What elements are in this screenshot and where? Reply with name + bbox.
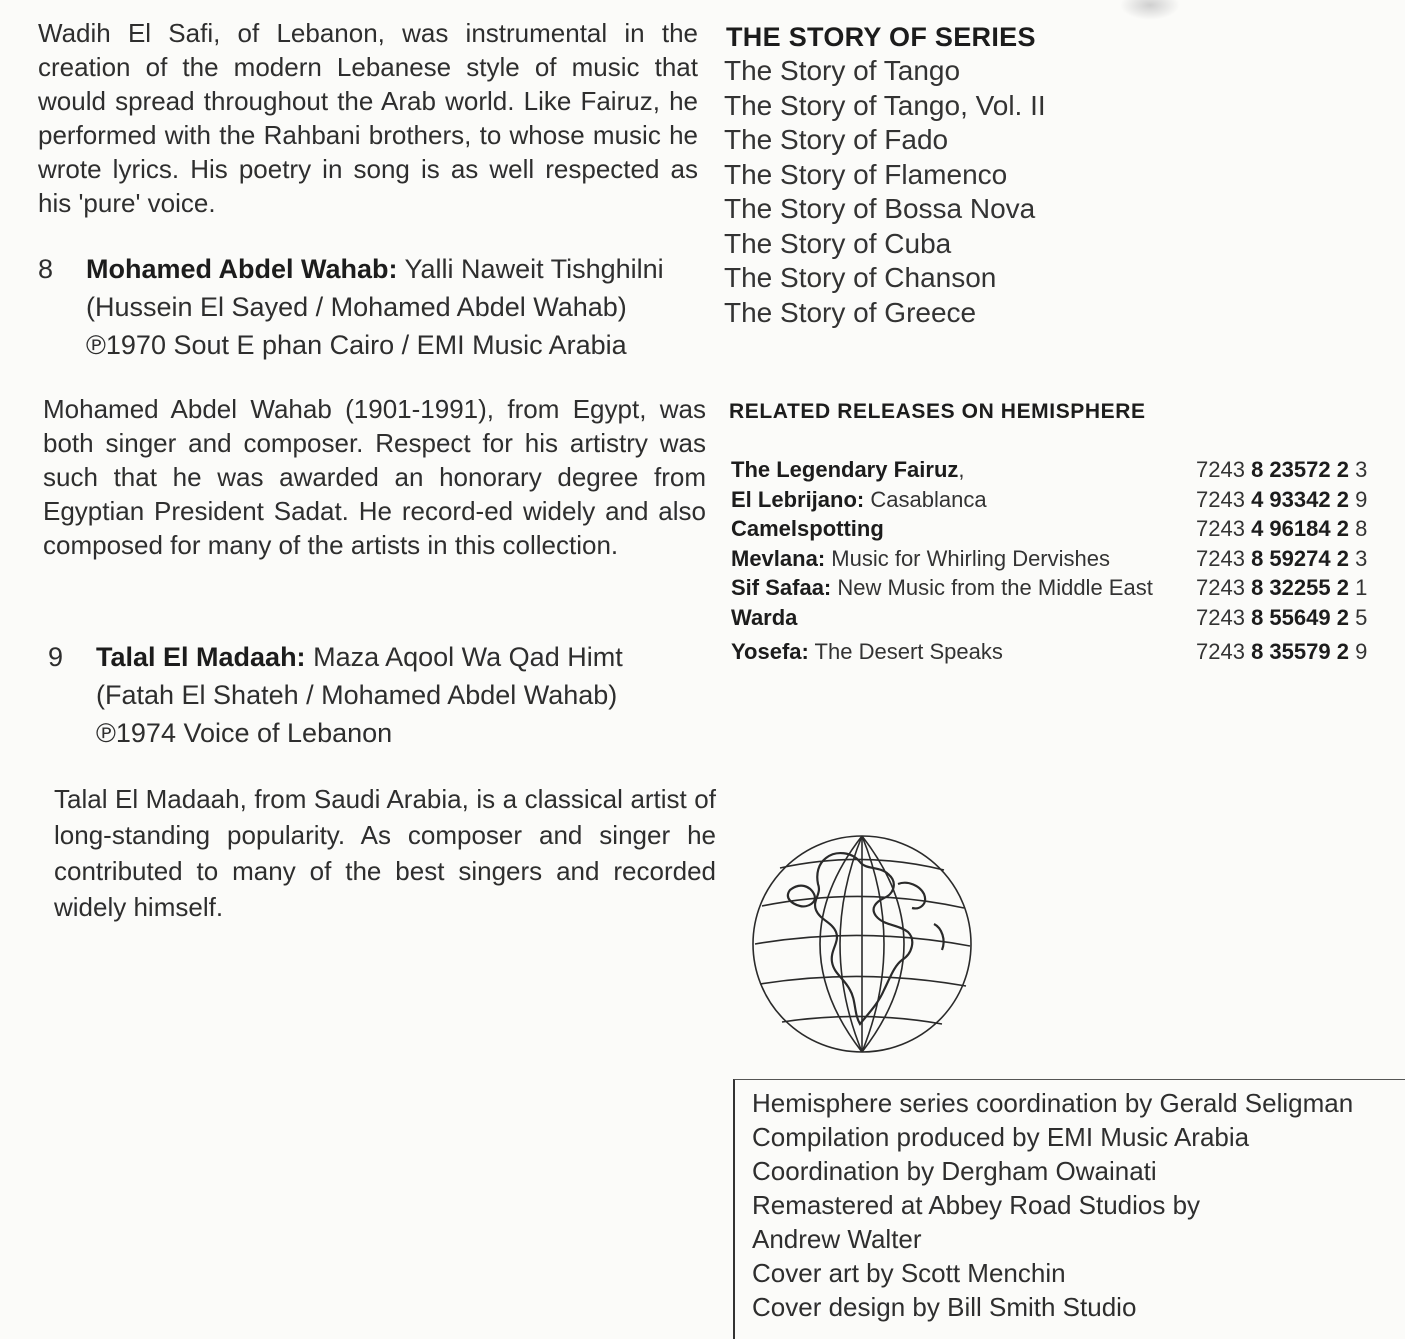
release-row bbox=[731, 455, 1399, 485]
release-subtitle: Casablanca bbox=[864, 486, 987, 512]
intro-paragraph: Wadih El Safi, of Lebanon, was instrumental in the creation of the modern Lebanese style of music that would spread throughout the Arab world. Like Fairuz, he performed with the Rahbani brothers, to whose music he wrote lyrics. His poetry in song is as well respected as his 'pure' voice. bbox=[38, 18, 698, 218]
credit-line: Andrew Walter bbox=[752, 1224, 922, 1254]
release-catalog-number: 7243 4 93342 2 9 bbox=[1196, 486, 1368, 512]
release-catalog-number: 7243 8 55649 2 5 bbox=[1196, 604, 1368, 630]
credit-line: Remastered at Abbey Road Studios by bbox=[752, 1190, 1201, 1220]
series-item: The Story of Bossa Nova bbox=[724, 193, 1036, 224]
release-row bbox=[731, 485, 1399, 515]
credit-line: Coordination by Dergham Owainati bbox=[752, 1156, 1157, 1186]
release-name: Sif Safaa: bbox=[731, 575, 832, 600]
release-subtitle: New Music from the Middle East bbox=[831, 575, 1153, 600]
series-item: The Story of Fado bbox=[724, 124, 949, 155]
track-writers: (Hussein El Sayed / Mohamed Abdel Wahab) bbox=[86, 292, 627, 322]
hemisphere-globe-icon bbox=[748, 828, 980, 1058]
series-item: The Story of Chanson bbox=[724, 262, 997, 293]
track-8 bbox=[38, 250, 718, 370]
track-title: Yalli Naweit Tishghilni bbox=[404, 254, 664, 284]
credit-line: Compilation produced by EMI Music Arabia bbox=[752, 1122, 1250, 1152]
release-name: Warda bbox=[731, 604, 798, 630]
track-copyright: ℗1974 Voice of Lebanon bbox=[96, 718, 393, 748]
release-name: Yosefa: bbox=[731, 639, 809, 664]
release-subtitle: Music for Whirling Dervishes bbox=[825, 545, 1110, 571]
credit-line: Cover design by Bill Smith Studio bbox=[752, 1292, 1137, 1322]
release-row bbox=[731, 637, 1399, 667]
series-item: The Story of Cuba bbox=[724, 227, 952, 259]
track-artist: Talal El Madaah: bbox=[96, 642, 306, 672]
release-catalog-number: 7243 4 96184 2 8 bbox=[1196, 516, 1368, 541]
release-catalog-number: 7243 8 35579 2 9 bbox=[1196, 639, 1368, 664]
series-item: The Story of Tango, Vol. II bbox=[724, 89, 1046, 121]
credits-box bbox=[733, 1079, 1405, 1339]
track-9 bbox=[48, 638, 728, 758]
related-releases-title: RELATED RELEASES ON HEMISPHERE bbox=[729, 400, 1146, 423]
credit-line: Cover art by Scott Menchin bbox=[752, 1258, 1066, 1288]
release-name: The Legendary Fairuz bbox=[731, 457, 959, 482]
track-9-description: Talal El Madaah, from Saudi Arabia, is a classical artist of long-standing popularity. As composer and singer he contributed to many of the best singers and recorded widely himself. bbox=[54, 784, 716, 922]
series-title: THE STORY OF SERIES bbox=[726, 22, 1036, 52]
release-row bbox=[731, 514, 1399, 544]
release-name: Camelspotting bbox=[731, 516, 884, 541]
release-catalog-number: 7243 8 32255 2 1 bbox=[1196, 575, 1368, 600]
release-row bbox=[731, 573, 1399, 603]
track-copyright: ℗1970 Sout E phan Cairo / EMI Music Arabia bbox=[86, 330, 627, 360]
related-releases-list bbox=[731, 455, 1399, 667]
release-catalog-number: 7243 8 59274 2 3 bbox=[1196, 545, 1368, 571]
release-row bbox=[731, 544, 1399, 574]
series-item: The Story of Flamenco bbox=[724, 158, 1008, 190]
release-catalog-number: 7243 8 23572 2 3 bbox=[1196, 457, 1368, 482]
release-name: Mevlana: bbox=[731, 545, 826, 571]
release-subtitle: The Desert Speaks bbox=[808, 639, 1003, 664]
track-title: Maza Aqool Wa Qad Himt bbox=[313, 642, 623, 672]
paper-smudge bbox=[1120, 0, 1180, 20]
track-number: 8 bbox=[38, 254, 54, 284]
release-subtitle: , bbox=[958, 457, 965, 482]
series-item: The Story of Tango bbox=[724, 55, 961, 86]
release-name: El Lebrijano: bbox=[731, 486, 865, 512]
track-writers: (Fatah El Shateh / Mohamed Abdel Wahab) bbox=[96, 680, 618, 710]
track-8-description: Mohamed Abdel Wahab (1901-1991), from Egypt, was both singer and composer. Respect for his artistry was such that he was awarded an honorary degree from Egyptian President Sadat. He record-ed widely and also composed for many of the artists in this collection. bbox=[43, 394, 706, 560]
series-list bbox=[724, 54, 1046, 330]
track-number: 9 bbox=[48, 642, 64, 672]
track-artist: Mohamed Abdel Wahab: bbox=[86, 254, 398, 284]
release-row bbox=[731, 603, 1399, 633]
credit-line: Hemisphere series coordination by Gerald Seligman bbox=[752, 1088, 1354, 1118]
series-item: The Story of Greece bbox=[724, 296, 977, 328]
